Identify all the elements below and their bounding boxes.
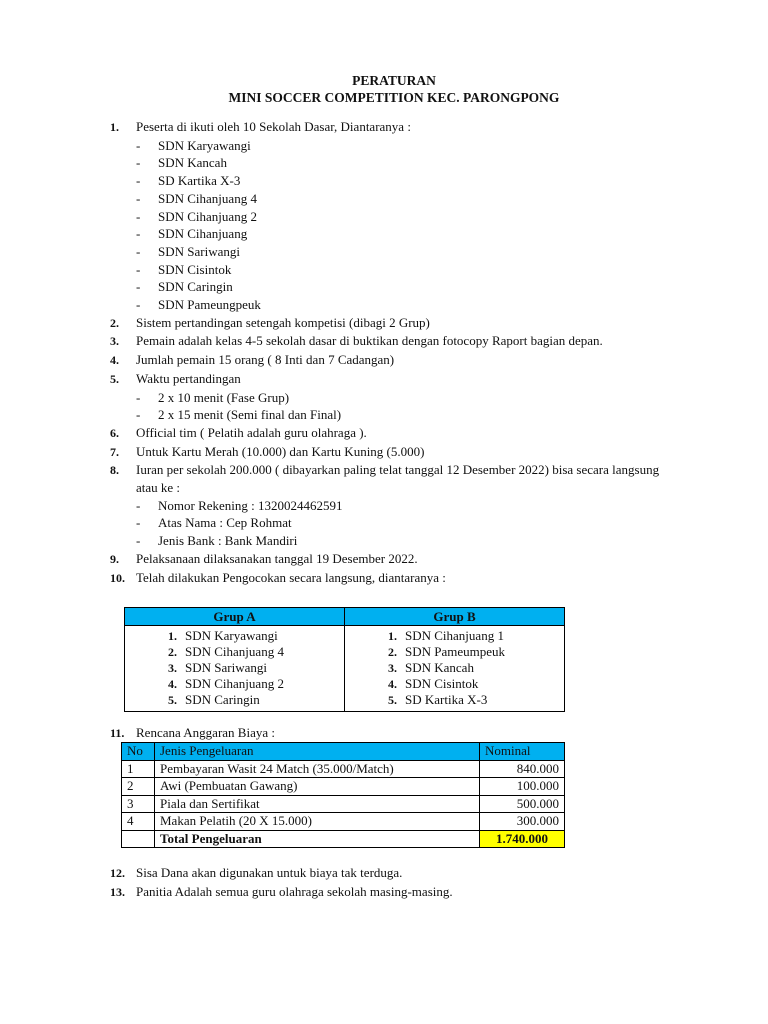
bullet-dash: -: [136, 208, 141, 224]
team-name: SD Kartika X-3: [405, 692, 488, 707]
rule-number: 3.: [110, 334, 119, 349]
budget-header-no: No: [122, 743, 155, 761]
group-team-item: [125, 628, 344, 644]
budget-item: Awi (Pembuatan Gawang): [155, 778, 480, 796]
budget-item: Pembayaran Wasit 24 Match (35.000/Match): [155, 760, 480, 778]
group-b-list: [345, 628, 564, 708]
rule-item: [110, 864, 670, 883]
budget-total-nominal: 1.740.000: [480, 830, 565, 848]
rule-subitem: [110, 261, 670, 279]
team-name: SDN Pameumpeuk: [405, 644, 506, 659]
rule-subitem-text: SDN Cihanjuang 2: [158, 208, 257, 224]
budget-row: [122, 778, 565, 796]
team-number: 3.: [168, 661, 177, 675]
rules-list-end: [110, 864, 670, 901]
rules-list: [110, 118, 670, 587]
rule-subitem: [110, 154, 670, 172]
budget-no: 2: [122, 778, 155, 796]
team-name: SDN Cihanjuang 2: [185, 676, 284, 691]
rule-number: 8.: [110, 463, 119, 478]
rule-item: [110, 883, 670, 902]
rule-number: 10.: [110, 570, 125, 585]
rule-subitem: [110, 497, 670, 515]
rule-item: [110, 351, 670, 370]
bullet-dash: -: [136, 389, 141, 405]
team-number: 1.: [168, 629, 177, 643]
group-team-item: [345, 660, 564, 676]
budget-item: Makan Pelatih (20 X 15.000): [155, 813, 480, 831]
rule-subitem: [110, 278, 670, 296]
budget-no: 3: [122, 795, 155, 813]
doc-title: PERATURAN: [352, 73, 436, 88]
group-b-cell: [345, 626, 565, 712]
team-number: 4.: [168, 677, 177, 691]
group-team-item: [345, 676, 564, 692]
rule-item: [110, 314, 670, 333]
bullet-dash: -: [136, 155, 141, 171]
budget-row: [122, 795, 565, 813]
rule-text: Untuk Kartu Merah (10.000) dan Kartu Kuning (5.000): [136, 443, 425, 459]
rule-subitem-text: 2 x 10 menit (Fase Grup): [158, 389, 290, 405]
team-number: 3.: [388, 661, 397, 675]
rule-number: 5.: [110, 371, 119, 386]
rule-number: 6.: [110, 425, 119, 440]
rule-subitem: [110, 190, 670, 208]
rule-number: 2.: [110, 315, 119, 330]
group-b-header: Grup B: [345, 608, 565, 626]
bullet-dash: -: [136, 190, 141, 206]
budget-table: [121, 742, 565, 848]
rule-text: Sistem pertandingan setengah kompetisi (dibagi 2 Grup): [136, 314, 430, 330]
rule-subitem: [110, 389, 670, 407]
rule-number: 9.: [110, 551, 119, 566]
group-a-cell: [125, 626, 345, 712]
budget-header-nominal: Nominal: [480, 743, 565, 761]
rule-number: 7.: [110, 444, 119, 459]
rule-text: Jumlah pemain 15 orang ( 8 Inti dan 7 Cadangan): [136, 352, 395, 368]
rule-text: Rencana Anggaran Biaya :: [136, 725, 275, 740]
budget-row: [122, 813, 565, 831]
rule-subitem-text: Jenis Bank : Bank Mandiri: [158, 533, 298, 549]
rule-subitem-text: SDN Cihanjuang: [158, 226, 248, 242]
rule-item: [110, 461, 670, 496]
team-name: SDN Kancah: [405, 660, 474, 675]
budget-no: 1: [122, 760, 155, 778]
rule-item: [110, 443, 670, 462]
rule-subitem: [110, 296, 670, 314]
bullet-dash: -: [136, 515, 141, 531]
team-name: SDN Sariwangi: [185, 660, 267, 675]
budget-total-label: Total Pengeluaran: [155, 830, 480, 848]
rule-text: Pelaksanaan dilaksanakan tanggal 19 Desember 2022.: [136, 550, 418, 566]
rule-subitem-text: Atas Nama : Cep Rohmat: [158, 515, 292, 531]
team-number: 2.: [388, 645, 397, 659]
group-team-item: [125, 676, 344, 692]
rule-item: [110, 370, 670, 389]
rule-item: [110, 424, 670, 443]
group-team-item: [125, 692, 344, 708]
team-name: SDN Cisintok: [405, 676, 479, 691]
rule-number: 4.: [110, 353, 119, 368]
rule-11: [110, 724, 670, 743]
group-team-item: [345, 644, 564, 660]
group-team-item: [125, 644, 344, 660]
budget-nominal: 300.000: [480, 813, 565, 831]
rule-text: Peserta di ikuti oleh 10 Sekolah Dasar, Diantaranya :: [136, 119, 411, 134]
group-a-header: Grup A: [125, 608, 345, 626]
rule-subitem-text: SDN Cihanjuang 4: [158, 190, 257, 206]
group-team-item: [345, 692, 564, 708]
group-a-list: [125, 628, 344, 708]
rule-subitem-text: SDN Kancah: [158, 155, 227, 171]
budget-nominal: 840.000: [480, 760, 565, 778]
budget-row: [122, 760, 565, 778]
team-name: SDN Karyawangi: [185, 628, 278, 643]
rule-subitem-text: SDN Sariwangi: [158, 243, 240, 259]
rule-text: Iuran per sekolah 200.000 ( dibayarkan paling telat tanggal 12 Desember 2022) bisa secara langsung atau ke :: [136, 462, 660, 496]
rule-text: Panitia Adalah semua guru olahraga sekolah masing-masing.: [136, 883, 453, 899]
team-number: 5.: [388, 693, 397, 707]
team-number: 1.: [388, 629, 397, 643]
rule-subitem-text: SD Kartika X-3: [158, 173, 241, 189]
bullet-dash: -: [136, 297, 141, 313]
budget-header-item: Jenis Pengeluaran: [155, 743, 480, 761]
team-number: 5.: [168, 693, 177, 707]
bullet-dash: -: [136, 279, 141, 295]
team-name: SDN Caringin: [185, 692, 260, 707]
rule-number: 1.: [110, 120, 119, 134]
budget-no: 4: [122, 813, 155, 831]
rule-subitem-text: 2 x 15 menit (Semi final dan Final): [158, 407, 342, 423]
bullet-dash: -: [136, 533, 141, 549]
rule-item: [110, 550, 670, 569]
rule-subitem-text: SDN Pameungpeuk: [158, 297, 261, 313]
team-name: SDN Cihanjuang 1: [405, 628, 504, 643]
rule-text: Official tim ( Pelatih adalah guru olahraga ).: [136, 424, 367, 440]
rule-subitem-text: Nomor Rekening : 1320024462591: [158, 497, 343, 513]
bullet-dash: -: [136, 226, 141, 242]
rule-text: Pemain adalah kelas 4-5 sekolah dasar di buktikan dengan fotocopy Raport bagian depan.: [136, 333, 603, 349]
group-team-item: [345, 628, 564, 644]
rule-number: 12.: [110, 866, 125, 880]
rule-subitem: [110, 172, 670, 190]
rule-subitem: [110, 406, 670, 424]
rule-item: [110, 332, 670, 351]
rule-number: 11.: [110, 726, 125, 740]
rule-text: Telah dilakukan Pengocokan secara langsung, diantaranya :: [136, 569, 446, 585]
rule-subitem-text: SDN Karyawangi: [158, 137, 251, 153]
bullet-dash: -: [136, 407, 141, 423]
group-table: [124, 607, 565, 712]
rule-subitem: [110, 532, 670, 550]
rule-subitem: [110, 208, 670, 226]
rule-text: Waktu pertandingan: [136, 370, 241, 386]
team-name: SDN Cihanjuang 4: [185, 644, 284, 659]
group-team-item: [125, 660, 344, 676]
rule-subitem: [110, 225, 670, 243]
budget-total-row: [122, 830, 565, 848]
bullet-dash: -: [136, 497, 141, 513]
rule-subitem-text: SDN Caringin: [158, 279, 233, 295]
budget-nominal: 100.000: [480, 778, 565, 796]
team-number: 2.: [168, 645, 177, 659]
rule-item: [110, 569, 670, 588]
bullet-dash: -: [136, 137, 141, 153]
budget-total-empty: [122, 830, 155, 848]
bullet-dash: -: [136, 261, 141, 277]
rule-item: [110, 118, 670, 137]
doc-subtitle: MINI SOCCER COMPETITION KEC. PARONGPONG: [228, 90, 560, 105]
rule-text: Sisa Dana akan digunakan untuk biaya tak terduga.: [136, 865, 403, 880]
budget-item: Piala dan Sertifikat: [155, 795, 480, 813]
budget-nominal: 500.000: [480, 795, 565, 813]
bullet-dash: -: [136, 243, 141, 259]
rule-subitem: [110, 243, 670, 261]
team-number: 4.: [388, 677, 397, 691]
bullet-dash: -: [136, 173, 141, 189]
rule-number: 13.: [110, 884, 125, 899]
rule-subitem-text: SDN Cisintok: [158, 261, 232, 277]
rule-subitem: [110, 137, 670, 155]
rule-subitem: [110, 514, 670, 532]
